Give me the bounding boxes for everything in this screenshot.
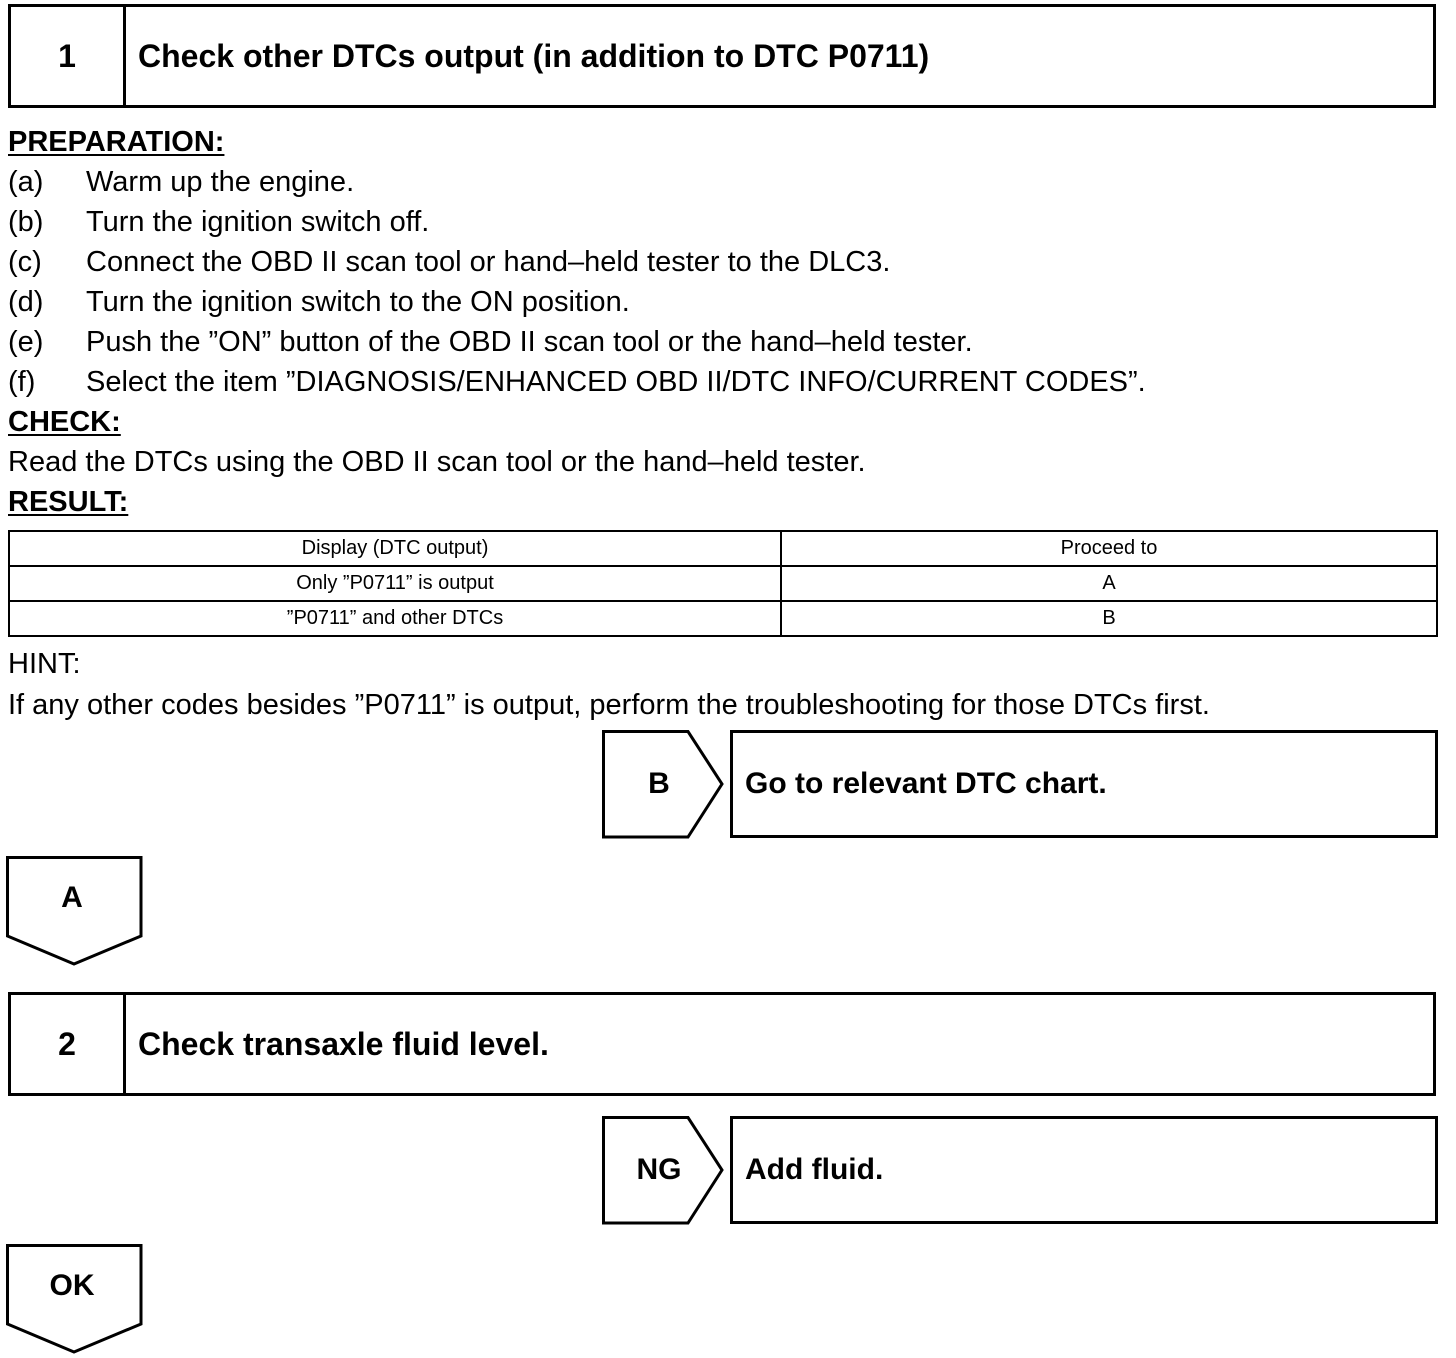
table-header-cell: Display (DTC output) bbox=[9, 531, 781, 566]
table-cell: B bbox=[781, 601, 1437, 636]
prep-item-d bbox=[8, 284, 630, 320]
prep-item-letter: (e) bbox=[8, 326, 44, 358]
prep-item-e bbox=[8, 324, 973, 360]
branch-a-tag: A bbox=[61, 881, 83, 914]
table-cell: Only ”P0711” is output bbox=[9, 566, 781, 601]
step-2-title: Check transaxle fluid level. bbox=[138, 1025, 549, 1062]
prep-item-text: Warm up the engine. bbox=[86, 166, 355, 198]
hint-label: HINT: bbox=[8, 648, 81, 680]
branch-ok-tag: OK bbox=[49, 1269, 95, 1302]
branch-ng-tag: NG bbox=[636, 1153, 682, 1186]
branch-b-action: Go to relevant DTC chart. bbox=[745, 767, 1107, 800]
branch-ng-action: Add fluid. bbox=[745, 1153, 884, 1186]
table-row bbox=[9, 566, 1437, 601]
prep-item-text: Push the ”ON” button of the OBD II scan tool or the hand–held tester. bbox=[86, 326, 973, 358]
step-2-header bbox=[8, 992, 1436, 1096]
check-text: Read the DTCs using the OBD II scan tool or the hand–held tester. bbox=[8, 446, 866, 478]
table-row bbox=[9, 601, 1437, 636]
branch-ng-action-box bbox=[730, 1116, 1438, 1224]
prep-item-letter: (c) bbox=[8, 246, 42, 278]
prep-item-text: Select the item ”DIAGNOSIS/ENHANCED OBD II/DTC INFO/CURRENT CODES”. bbox=[86, 366, 1146, 398]
branch-b-action-box bbox=[730, 730, 1438, 838]
prep-item-b bbox=[8, 204, 429, 240]
prep-item-c bbox=[8, 244, 890, 280]
prep-item-text: Turn the ignition switch to the ON position. bbox=[86, 286, 630, 318]
prep-item-f bbox=[8, 364, 1146, 400]
prep-item-letter: (d) bbox=[8, 286, 44, 318]
table-header-row bbox=[9, 531, 1437, 566]
table-cell: ”P0711” and other DTCs bbox=[9, 601, 781, 636]
preparation-label: PREPARATION: bbox=[8, 126, 225, 158]
step-1-title: Check other DTCs output (in addition to DTC P0711) bbox=[138, 37, 930, 74]
result-label: RESULT: bbox=[8, 486, 129, 518]
prep-item-letter: (a) bbox=[8, 166, 44, 198]
check-label: CHECK: bbox=[8, 406, 121, 438]
prep-item-letter: (b) bbox=[8, 206, 44, 238]
result-table bbox=[8, 530, 1438, 637]
step-2-number: 2 bbox=[11, 995, 126, 1093]
step-1-header bbox=[8, 4, 1436, 108]
table-cell: A bbox=[781, 566, 1437, 601]
branch-b-tag: B bbox=[648, 767, 670, 800]
prep-item-a bbox=[8, 164, 354, 200]
prep-item-text: Turn the ignition switch off. bbox=[86, 206, 430, 238]
step-1-number: 1 bbox=[11, 7, 126, 105]
hint-text: If any other codes besides ”P0711” is output, perform the troubleshooting for those DTCs first. bbox=[8, 689, 1210, 721]
prep-item-letter: (f) bbox=[8, 366, 36, 398]
table-header-cell: Proceed to bbox=[781, 531, 1437, 566]
prep-item-text: Connect the OBD II scan tool or hand–held tester to the DLC3. bbox=[86, 246, 891, 278]
